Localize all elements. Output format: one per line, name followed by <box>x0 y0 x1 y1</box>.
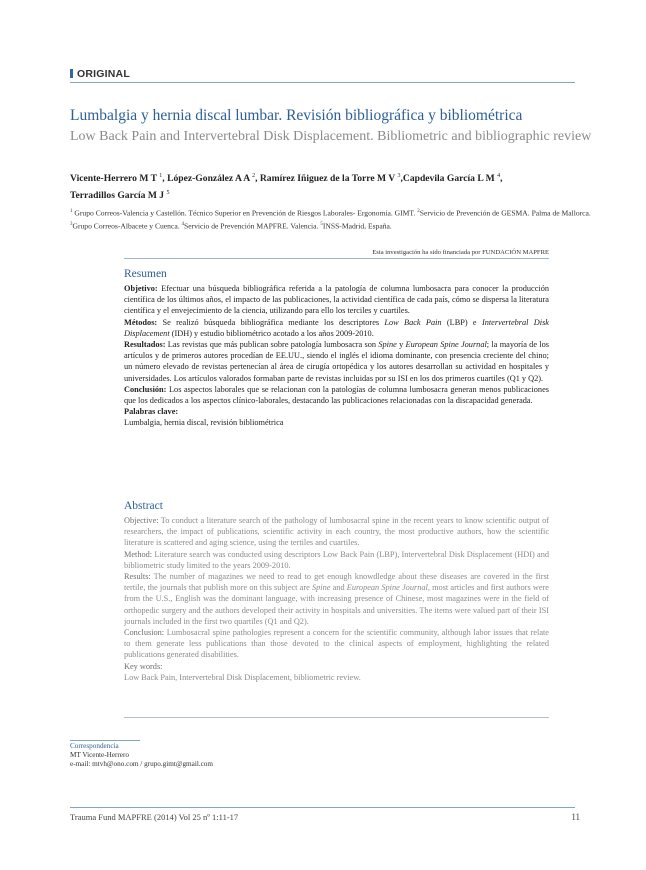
author-sup: 5 <box>166 190 170 197</box>
objetivo-label: Objetivo: <box>124 284 158 293</box>
affiliations <box>70 206 606 232</box>
metodos-text: Se realizó búsqueda bibliográfica mediante los descriptores <box>157 317 385 327</box>
author-list: Vicente-Herrero M T $^1$, López-González A A $^2$, Ramírez Iñiguez de la Torre M V $^3$,Capdevila García L M $^4$, Terradillos García M J $^5$ <box>70 173 503 202</box>
affil-text: Grupo Correos-Valencia y Castellón. Técnico Superior en Prevención de Riesgos Laborales- Ergonomía. GIMT. <box>72 208 418 218</box>
abstract-conclusion <box>124 627 549 661</box>
journal-name: Spine <box>311 583 331 593</box>
resumen-conclusion <box>124 384 549 406</box>
author-name: López-González A A <box>167 173 250 185</box>
affil-sup: 4 <box>181 222 185 228</box>
abstract-objective <box>124 515 549 549</box>
conclusion-label: Conclusión: <box>124 384 167 394</box>
results-text: The number of magazines we need to read to get enough knowdledge about these diseases are covered in the first tertile, the journals that publish more on this subject are <box>124 572 549 593</box>
method-label: Method: <box>124 549 153 559</box>
conclusion-text: Los aspectos laborales que se relacionan con la patologías de columna lumbosacra generan menos publicaciones que los dedicados a los aspectos clínico-laborales, destacando las publicaciones relacionadas con la discapacidad generada. <box>124 384 549 406</box>
journal-name: Spine <box>378 340 397 350</box>
resumen-resultados <box>124 339 549 384</box>
abstract-results <box>124 571 549 627</box>
author-sup: 1 <box>159 173 163 179</box>
key-words-label <box>124 661 549 672</box>
palabras-clave-label: Palabras clave: <box>124 407 179 417</box>
results-text: and <box>330 583 347 593</box>
author-name: Terradillos García M J <box>70 190 165 202</box>
resumen-section <box>124 268 549 429</box>
resumen-objetivo <box>124 283 549 317</box>
affil-text: INSS-Madrid, España. <box>322 221 392 231</box>
title-spanish: Lumbalgia y hernia discal lumbar. Revisión bibliográfica y bibliométrica <box>70 107 523 124</box>
affil-sup: 5 <box>320 222 323 228</box>
key-words-text: Low Back Pain, Intervertebral Disk Displacement, bibliometric review. <box>124 672 361 682</box>
results-text: , most articles and first authors were from the U.S., English was the dominant language, with increasing presence of Chinese, most magazines were in the field of orthopedic surgery and the authors developed their activity in hospitals and universities. The items were valued part of their ISI journals included in the first two quartiles (Q1 and Q2). <box>124 583 549 626</box>
author-name: Capdevila García L M <box>402 173 495 185</box>
resultados-label: Resultados: <box>124 340 166 350</box>
author-name: Ramírez Iñiguez de la Torre M V <box>259 173 396 185</box>
keywords-label <box>124 406 549 417</box>
page-number: 11 <box>571 812 580 822</box>
correspondence-email: e-mail: mtvh@ono.com / grupo.gimt@gmail.com <box>70 760 213 769</box>
affil-sup: 1 <box>70 209 73 214</box>
conclusion-label: Conclusion: <box>124 628 165 638</box>
resultados-text: Las revistas que más publican sobre patología lumbosacra son <box>165 340 379 350</box>
abstract-method <box>124 549 549 571</box>
results-label: Results: <box>124 572 151 582</box>
conclusion-text: Lumbosacral spine pathologies represent a concern for the scientific community, although labor issues that relate to them generate less publications than those devoted to the clinical aspects of employment, highlighting the related publications generated disabilities. <box>124 628 549 660</box>
journal-name: European Spine Journal <box>405 340 487 350</box>
author-sup: 4 <box>497 173 501 179</box>
title-english: Low Back Pain and Intervertebral Disk Displacement. Bibliometric and bibliographic review <box>70 129 592 144</box>
abstract-divider <box>124 717 549 718</box>
objective-text: To conduct a literature search of the pathology of lumbosacral spine in the recent years to know scientific output of researchers, the impact of publications, scientific activity in each country, the most productive authors, how the scientific literature is scattered and aging science, using the tertiles and cuartiles. <box>124 516 549 548</box>
resumen-heading: Resumen <box>124 268 167 280</box>
footer-journal: Trauma Fund MAPFRE (2014) Vol 25 nº 1:11-17 <box>70 812 239 822</box>
metodos-term: Low Back Pain <box>384 317 442 327</box>
author-sup: 2 <box>252 173 256 179</box>
metodos-text: (IDH) y estudio bibliométrico acotado a los años 2009-2010. <box>169 328 374 338</box>
footer-divider <box>70 807 575 808</box>
section-text: ORIGINAL <box>77 68 130 80</box>
correspondence-block <box>70 740 213 770</box>
keywords-text: Lumbalgia, hernia discal, revisión bibliométrica <box>124 418 284 428</box>
resultados-text: y <box>396 340 406 350</box>
metodos-text: (LBP) e <box>441 317 482 327</box>
metodos-label: Métodos: <box>124 317 158 327</box>
affil-sup: 2 <box>417 209 420 214</box>
section-marker <box>70 69 73 78</box>
affil-sup: 3 <box>70 222 73 228</box>
abstract-heading: Abstract <box>124 500 163 512</box>
author-name: Vicente-Herrero M T <box>70 173 157 185</box>
resultados-text: ; la mayoría de los artículos y de primeros autores procedían de EE.UU., siendo el inglés el idioma dominante, con presencia creciente del chino; un número elevado de revistas pertenecían al área de cirugía ortopédica y los autores desarrollan su actividad en hospitales y universidades. Los artículos valorados formaban parte de revistas incluidas por su ISI en los dos primeros cuartiles (Q1 y Q2). <box>124 340 549 383</box>
author-sup: 3 <box>397 173 401 179</box>
section-label <box>70 68 575 83</box>
correspondence-heading: Correspondencia <box>70 740 140 751</box>
affil-text: Servicio de Prevención de GESMA. Palma de Mallorca. <box>419 208 591 218</box>
key-words-label-text: Key words: <box>124 661 163 671</box>
journal-name: European Spine Journal <box>346 583 428 593</box>
abstract-section <box>124 500 549 683</box>
objetivo-text: Efectuar una búsqueda bibliográfica referida a la patología de columna lumbosacra para conocer la producción científica de los últimos años, el impacto de las publicaciones, la actividad científica de cada país, cómo se dispersa la literatura científica y el envejecimiento de la ciencia, utilizando para ello los terciles y cuartiles. <box>124 284 549 316</box>
correspondence-name: MT Vicente-Herrero <box>70 751 129 760</box>
method-text: Literature search was conducted using descriptors Low Back Pain (LBP), Intervertebral Disk Displacement (HDI) and bibliometric study limited to the years 2009-2010. <box>124 549 549 570</box>
affil-text: Servicio de Prevención MAPFRE. Valencia. <box>184 221 321 231</box>
resumen-metodos <box>124 317 549 339</box>
objective-label: Objective: <box>124 516 159 525</box>
funding-note: Esta investigación ha sido financiada por FUNDACIÓN MAPFRE <box>124 249 549 259</box>
affil-text: Grupo Correos-Albacete y Cuenca. <box>72 221 182 231</box>
metodos-term: Intervertebral Disk Displacement <box>124 317 549 338</box>
